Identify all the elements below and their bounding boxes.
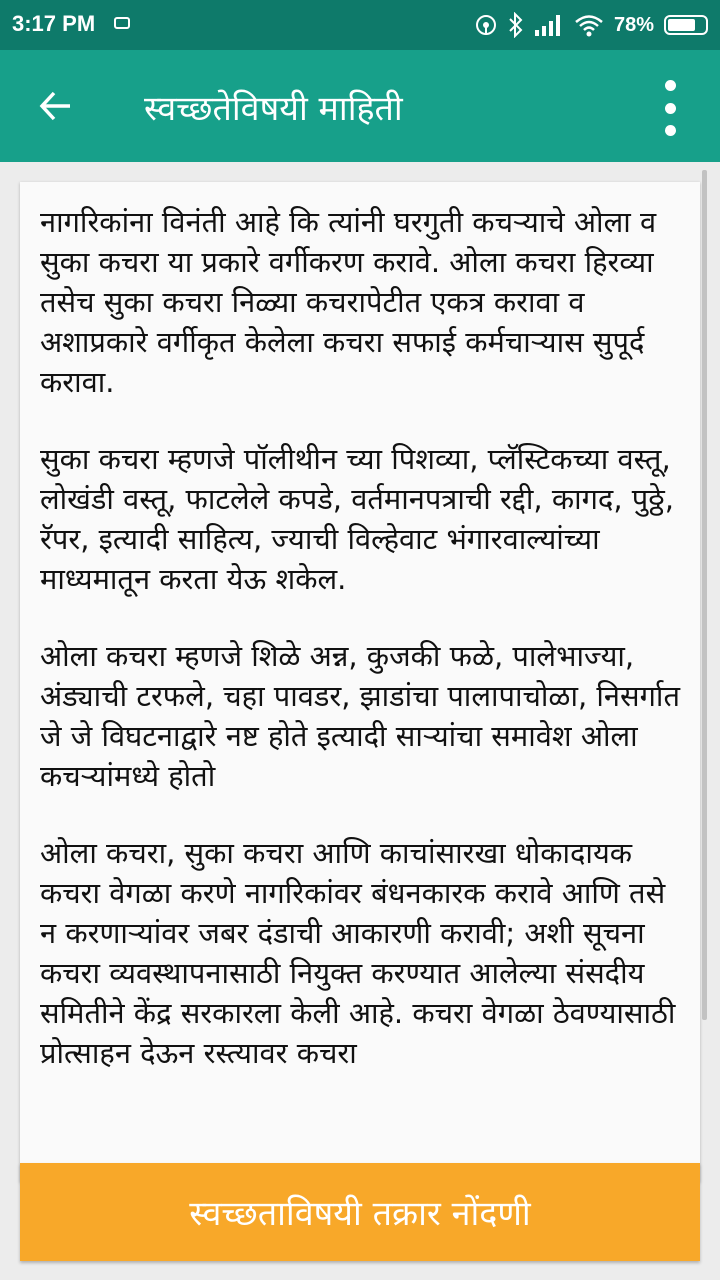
paragraph-wet-waste: ओला कचरा म्हणजे शिळे अन्न, कुजकी फळे, पालेभाज्या, अंड्याची टरफले, चहा पावडर, झाडांचा पालापाचोळा, निसर्गात जे जे विघटनाद्वारे नष्ट होते इत्यादी साऱ्यांचा समावेश ओला कचऱ्यांमध्ये होतो bbox=[40, 639, 680, 793]
back-button[interactable] bbox=[24, 80, 88, 132]
app-bar bbox=[0, 50, 720, 162]
android-debug-icon bbox=[114, 17, 130, 29]
paragraph-segregation: नागरिकांना विनंती आहे कि त्यांनी घरगुती कचऱ्याचे ओला व सुका कचरा या प्रकारे वर्गीकरण करावे. ओला कचरा हिरव्या तसेच सुका कचरा निळ्या कचरापेटीत एकत्र करावा व अशाप्रकारे वर्गीकृत केलेला कचरा सफाई कर्मचाऱ्यास सुपूर्द करावा. bbox=[40, 205, 657, 399]
article-text bbox=[20, 182, 700, 1073]
scrollbar[interactable] bbox=[702, 170, 707, 1020]
status-time: 3:17 PM bbox=[12, 11, 96, 36]
more-vertical-icon bbox=[665, 125, 676, 136]
more-options-button[interactable] bbox=[650, 80, 690, 136]
more-vertical-icon bbox=[665, 80, 676, 91]
signal-icon bbox=[534, 13, 564, 37]
info-card[interactable] bbox=[20, 182, 700, 1182]
battery-percent: 78% bbox=[613, 13, 654, 36]
wifi-icon bbox=[574, 13, 604, 37]
battery-icon bbox=[664, 15, 708, 35]
status-icons bbox=[474, 10, 708, 40]
more-vertical-icon bbox=[665, 103, 676, 114]
complaint-register-button[interactable]: स्वच्छताविषयी तक्रार नोंदणी bbox=[20, 1163, 700, 1261]
status-bar bbox=[0, 0, 720, 50]
hotspot-icon bbox=[474, 13, 498, 37]
paragraph-dry-waste: सुका कचरा म्हणजे पॉलीथीन च्या पिशव्या, प्लॅस्टिकच्या वस्तू, लोखंडी वस्तू, फाटलेले कपडे, वर्तमानपत्राची रद्दी, कागद, पुठ्ठे, रॅपर, इत्यादी साहित्य, ज्याची विल्हेवाट भंगारवाल्यांच्या माध्यमातून करता येऊ शकेल. bbox=[40, 442, 675, 596]
page-title: स्वच्छतेविषयी माहिती bbox=[144, 89, 403, 129]
paragraph-recommendation: ओला कचरा, सुका कचरा आणि काचांसारखा धोकादायक कचरा वेगळा करणे नागरिकांवर बंधनकारक करावे आणि तसे न करणाऱ्यांवर जबर दंडाची आकारणी करावी; अशी सूचना कचरा व्यवस्थापनासाठी नियुक्त करण्यात आलेल्या संसदीय समितीने केंद्र सरकारला केली आहे. कचरा वेगळा ठेवण्यासाठी प्रोत्साहन देऊन रस्त्यावर कचरा bbox=[40, 836, 676, 1070]
bluetooth-icon bbox=[508, 12, 524, 38]
arrow-left-icon bbox=[38, 88, 74, 124]
battery-level-fill bbox=[668, 19, 695, 31]
